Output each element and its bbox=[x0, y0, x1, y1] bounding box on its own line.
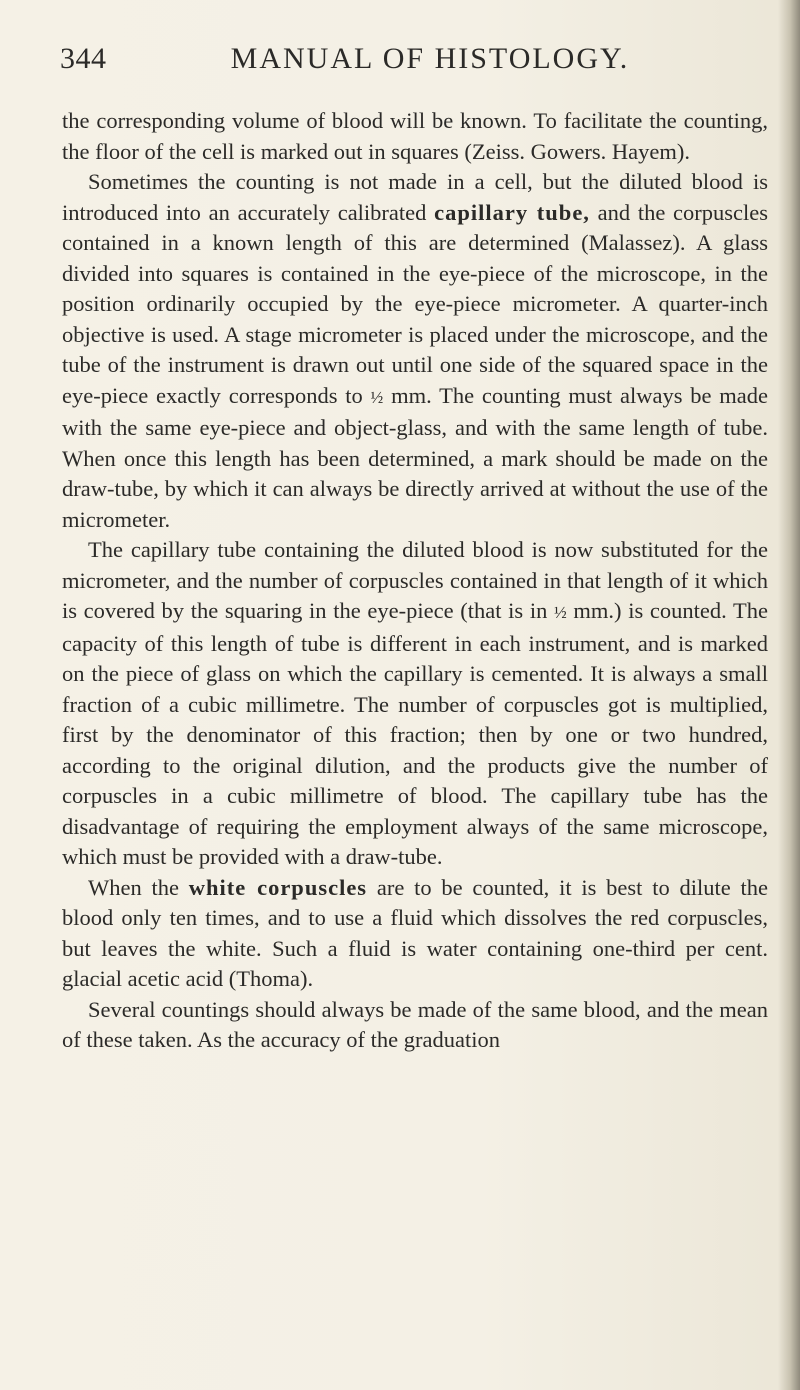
paragraph-4-part-c: are to be counted, it is best to dilute the blood only ten times, and to use a fluid which dissolves the red corpuscles, but leaves the white. Such a fluid is water containing one-third per cent. glacial acetic acid (Thoma). bbox=[62, 874, 768, 991]
paragraph-3-part-b: mm.) is counted. The capacity of this length of tube is different in each instrument, and is marked on the piece of glass on which the capillary is cemented. It is always a small fraction of a cubic millimetre. The number of corpuscles got is multiplied, first by the denominator of this fraction; then by one or two hundred, according to the original dilution, and the products give the number of corpuscles in a cubic millimetre of blood. The capillary tube has the disadvantage of requiring the employment always of the same microscope, which must be provided with a draw-tube. bbox=[62, 598, 768, 869]
paragraph-4-part-a: When the bbox=[88, 874, 189, 900]
paragraph-1: the corresponding volume of blood will be known. To facilitate the counting, the floor of the cell is marked out in squares (Zeiss. Gowers. Hayem). bbox=[62, 108, 768, 164]
paragraph-4 bbox=[62, 873, 768, 995]
paragraph-2 bbox=[62, 167, 768, 535]
paragraph-3 bbox=[62, 535, 768, 873]
running-head: MANUAL OF HISTOLOGY. bbox=[230, 42, 630, 75]
fraction-half: ½ bbox=[370, 387, 384, 407]
paragraph-3-part-a: The capillary tube containing the diluted blood is now substituted for the micrometer, and the number of corpuscles contained in that length of it which is covered by the squaring in the eye-piece (that is in bbox=[62, 537, 768, 623]
paragraph-2-part-c: and the corpuscles contained in a known length of this are determined (Malassez). A glass divided into squares is contained in the eye-piece of the microscope, in the position ordinarily occupied by the eye-piece micrometer. A quarter-inch objective is used. A stage micrometer is placed under the microscope, and the tube of the instrument is drawn out until one side of the squared space in the eye-piece exactly corresponds to bbox=[62, 199, 768, 408]
paragraph-2-part-d: mm. The counting must always be made with the same eye-piece and object-glass, and with the same length of tube. When once this length has been determined, a mark should be made on the draw-tube, by which it can always be directly arrived at without the use of the micrometer. bbox=[62, 382, 768, 532]
paragraph-2-part-a: Sometimes the counting is not made in a cell, but the diluted blood is introduced into an accurately calibrated bbox=[62, 169, 768, 225]
body-text bbox=[62, 106, 768, 1056]
page-edge-shadow bbox=[778, 0, 800, 1390]
fraction-half: ½ bbox=[554, 603, 567, 622]
page-number: 344 bbox=[60, 42, 107, 75]
term-white-corpuscles: white corpuscles bbox=[188, 874, 368, 900]
term-capillary-tube: capillary tube, bbox=[434, 199, 590, 225]
page-header bbox=[60, 42, 760, 92]
paragraph-5: Several countings should always be made of the same blood, and the mean of these taken. As the accuracy of the graduation bbox=[62, 996, 768, 1052]
